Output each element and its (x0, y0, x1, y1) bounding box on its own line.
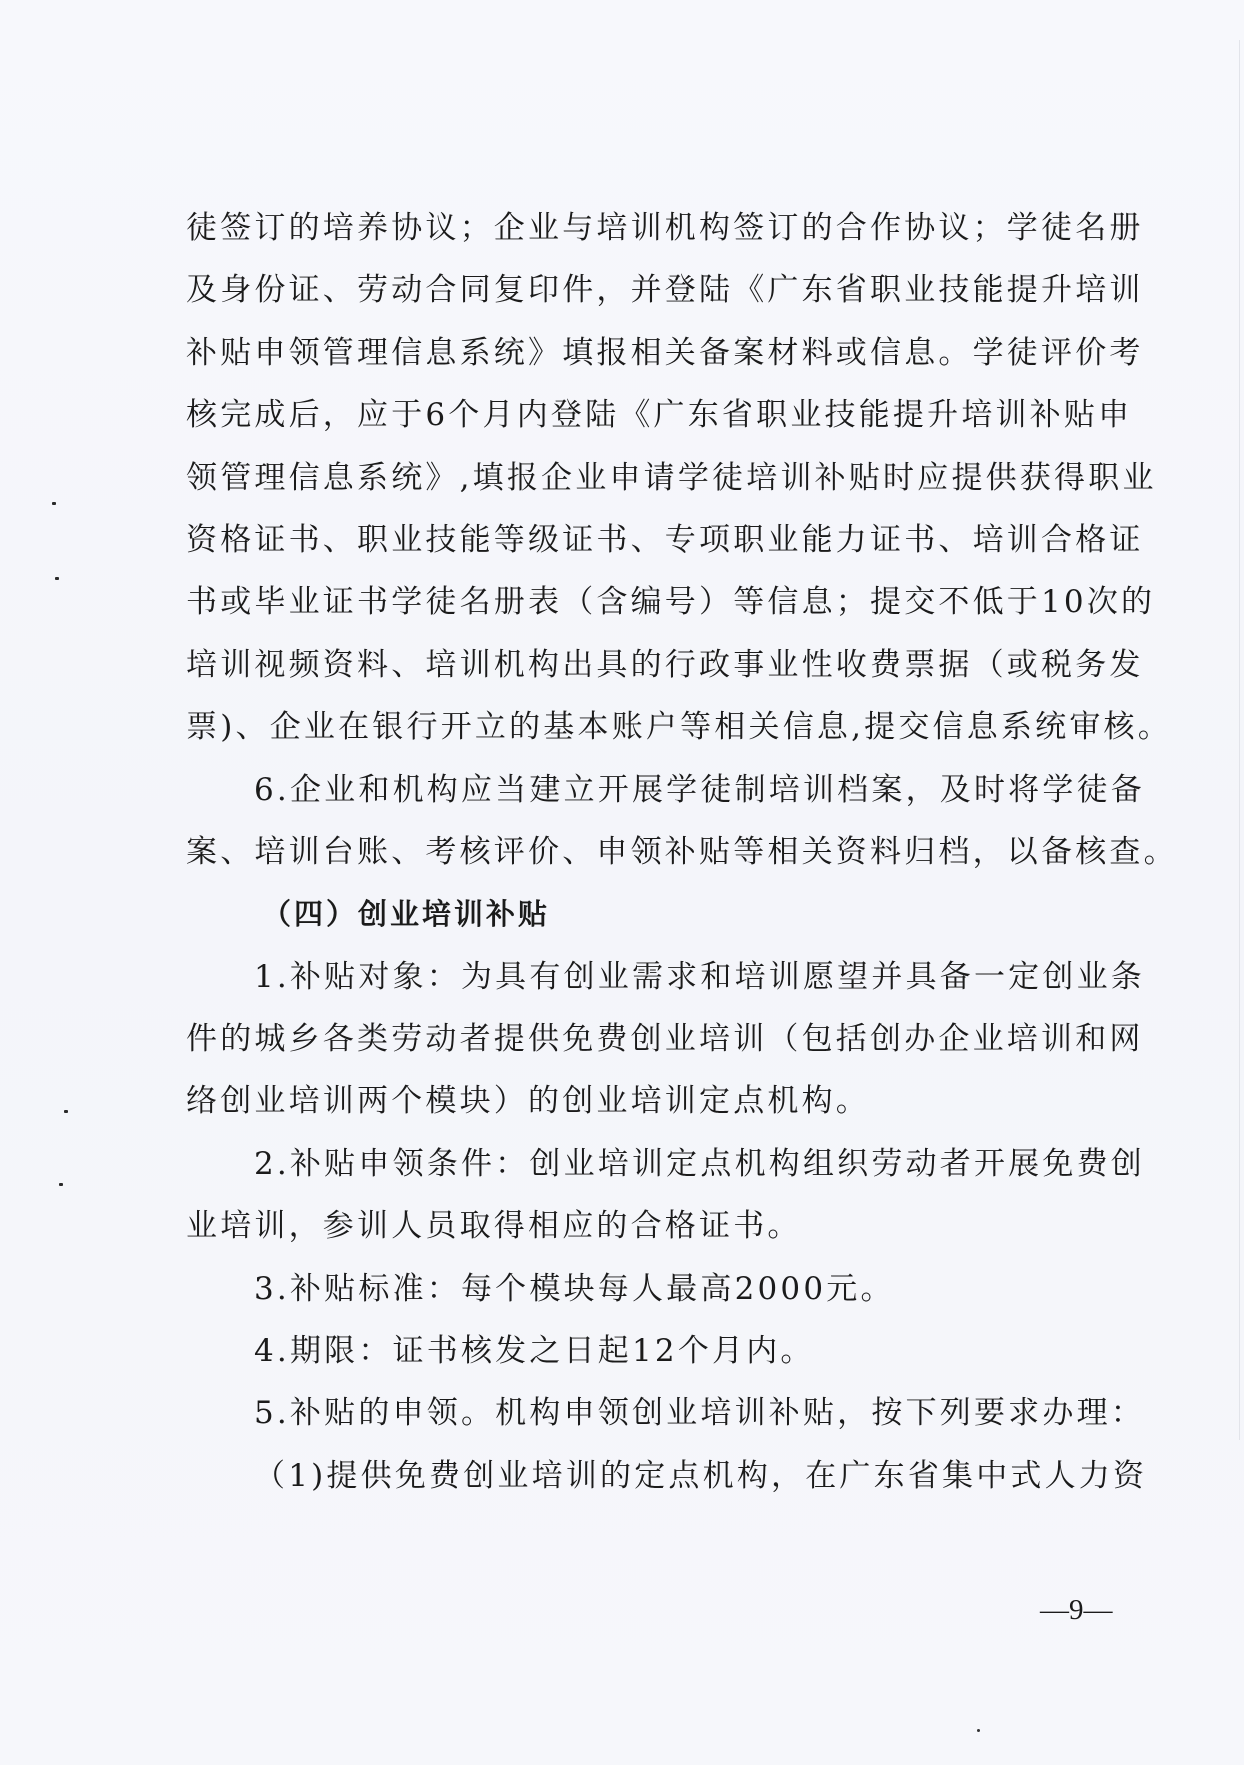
body-line: 资格证书、职业技能等级证书、专项职业能力证书、培训合格证 (186, 521, 1144, 558)
paragraph-item-2: 2.补贴申领条件：创业培训定点机构组织劳动者开展免费创 (254, 1145, 1145, 1182)
paragraph-subitem-1: （1)提供免费创业培训的定点机构，在广东省集中式人力资 (254, 1457, 1148, 1494)
scan-speck (64, 1110, 68, 1113)
paragraph-item-5: 5.补贴的申领。机构申领创业培训补贴，按下列要求办理： (254, 1395, 1145, 1432)
page-number: —9— (1040, 1594, 1113, 1626)
paragraph-item-3: 3.补贴标准：每个模块每人最高2000元。 (254, 1270, 895, 1307)
body-line: 领管理信息系统》,填报企业申请学徒培训补贴时应提供获得职业 (186, 459, 1157, 496)
scan-speck (52, 502, 56, 505)
body-line: 业培训，参训人员取得相应的合格证书。 (186, 1208, 802, 1245)
scan-speck (55, 577, 59, 580)
body-line: 培训视频资料、培训机构出具的行政事业性收费票据（或税务发 (186, 646, 1144, 683)
scan-edge-line (1239, 40, 1240, 1440)
body-line: 案、培训台账、考核评价、申领补贴等相关资料归档，以备核查。 (186, 833, 1178, 870)
body-line: 核完成后，应于6个月内登陆《广东省职业技能提升培训补贴申 (186, 397, 1133, 434)
body-line: 件的城乡各类劳动者提供免费创业培训（包括创办企业培训和网 (186, 1021, 1144, 1058)
body-line: 徒签订的培养协议；企业与培训机构签订的合作协议；学徒名册 (186, 210, 1144, 246)
body-line: 补贴申领管理信息系统》填报相关备案材料或信息。学徒评价考 (186, 334, 1144, 371)
body-line: 票)、企业在银行开立的基本账户等相关信息,提交信息系统审核。 (186, 709, 1172, 746)
paragraph-item-4: 4.期限：证书核发之日起12个月内。 (254, 1333, 815, 1370)
body-line: 络创业培训两个模块）的创业培训定点机构。 (186, 1083, 870, 1120)
body-line: 书或毕业证书学徒名册表（含编号）等信息；提交不低于10次的 (186, 584, 1156, 621)
paragraph-item-1: 1.补贴对象：为具有创业需求和培训愿望并具备一定创业条 (254, 958, 1145, 995)
section-heading: （四）创业培训补贴 (262, 897, 551, 932)
document-body (186, 205, 1178, 1515)
paragraph-item-6: 6.企业和机构应当建立开展学徒制培训档案，及时将学徒备 (254, 771, 1145, 808)
body-line: 及身份证、劳动合同复印件，并登陆《广东省职业技能提升培训 (186, 272, 1144, 309)
scan-speck (59, 1183, 63, 1186)
scan-speck (977, 1729, 980, 1732)
